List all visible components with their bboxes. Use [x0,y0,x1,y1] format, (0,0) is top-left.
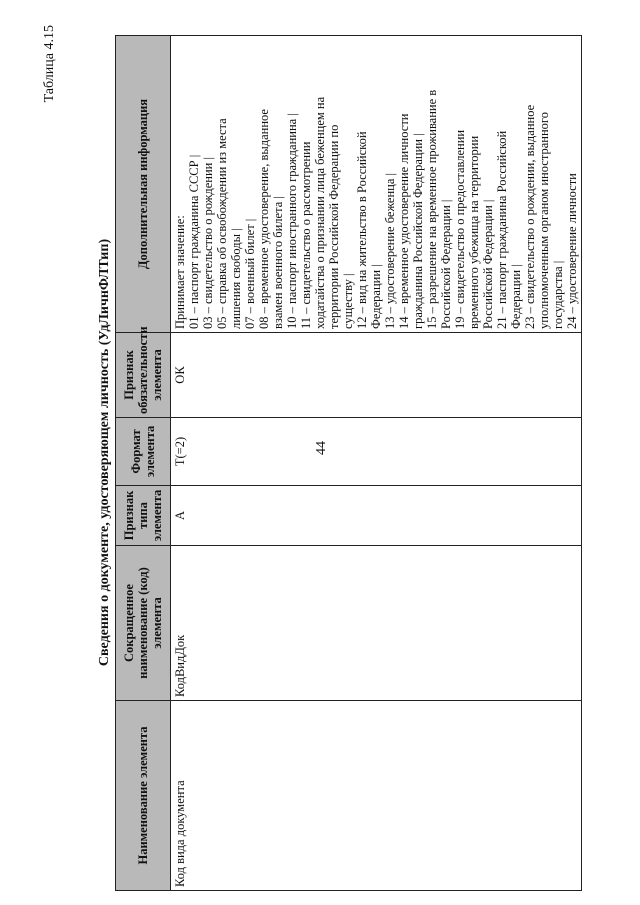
info-line: ходатайства о признании лица беженцем на [313,96,327,329]
info-line: 23 – свидетельство о рождении, выданное [523,104,537,329]
info-line: 05 – справка об освобождении из места [215,118,229,329]
table-header-row [116,36,171,891]
info-line: 21 – паспорт гражданина Российской [495,130,509,329]
info-line: 07 – военный билет | [243,218,257,329]
info-line: 12 – вид на жительство в Российской [355,131,369,329]
info-line: Российской Федерации | [439,199,453,329]
cell-element-required: ОК [171,333,582,418]
info-line: территории Российской Федерации по [327,124,341,329]
cell-element-name: Код вида документа [171,701,582,891]
header-element-required: Признак обязательности элемента [116,333,171,418]
info-line: взамен военного билета | [271,196,285,329]
cell-additional-info [171,36,582,333]
info-line: 15 – разрешение на временное проживание в [425,89,439,329]
info-line: лишения свободы | [229,228,243,329]
info-line: Федерации | [509,264,523,329]
header-element-code: Сокращенное наименование (код) элемента [116,546,171,701]
header-element-format: Формат элемента [116,418,171,486]
info-line: 01 – паспорт гражданина СССР | [187,154,201,329]
table-row [171,36,582,891]
info-line: существу | [341,273,355,329]
info-line: Российской Федерации | [481,199,495,329]
header-additional-info: Дополнительная информация [116,36,171,333]
cell-element-code: КодВидДок [171,546,582,701]
info-line: 24 – удостоверение личности [565,173,579,329]
table-title: Сведения о документе, удостоверяющем личность (УдЛичнФЛТип) [97,238,112,667]
header-element-name: Наименование элемента [116,701,171,891]
cell-element-type: А [171,486,582,546]
table-number: Таблица 4.15 [42,25,57,103]
info-line: уполномоченным органом иностранного [537,112,551,329]
cell-element-format: T(=2) [171,418,582,486]
info-line: 10 – паспорт иностранного гражданина | [285,113,299,329]
info-line: Федерации | [369,264,383,329]
info-line: временного убежища на территории [467,135,481,329]
info-line: 11 – свидетельство о рассмотрении [299,141,313,329]
info-line: 19 – свидетельство о предоставлении [453,129,467,329]
info-line: 08 – временное удостоверение, выданное [257,109,271,329]
header-element-type: Признак типа элемента [116,486,171,546]
info-line: Принимает значение: [173,215,187,329]
info-line: 03 – свидетельство о рождении | [201,156,215,329]
elements-table [115,35,582,891]
info-line: государства | [551,260,565,329]
page-number: 44 [314,441,329,455]
info-line: 14 – временное удостоверение личности [397,113,411,329]
info-line: гражданина Российской Федерации | [411,133,425,329]
info-line: 13 – удостоверение беженца | [383,172,397,329]
